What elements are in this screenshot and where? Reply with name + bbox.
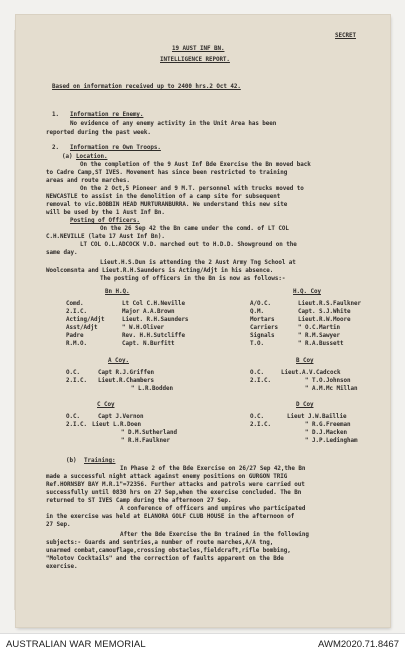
hq-coy-role: Q.M. [250,309,264,315]
location-line: will be used by the 1 Aust Inf Bn. [46,210,165,216]
c-coy-officer: Lieut L.R.Doen [92,422,141,428]
section1-number: 1. [52,112,59,118]
location-heading: Location. [76,154,108,160]
bn-hq-role: Padre [66,333,84,339]
training-line: exercise. [46,564,78,570]
training-line: Ref.HORNSBY BAY M.R.1"=72356. Further attacks and patrols were carried out [46,482,305,488]
d-coy-role: O.C. [250,414,264,420]
hq-coy-role: Mortars [250,317,275,323]
report-title: INTELLIGENCE REPORT. [160,57,230,63]
c-coy-heading: C Coy [97,402,115,408]
bn-hq-officer: " W.H.Oliver [122,325,164,331]
section1-line: No evidence of any enemy activity in the Unit Area has been [70,121,277,127]
subsection-a-label: (a) [62,154,73,160]
location-line: areas and route marches. [46,178,130,184]
training-line: "Molotov Cocktails" and the correction of faults apparent on the Bde [46,556,284,562]
d-coy-officer: " D.J.Macken [305,430,347,436]
hq-coy-officer: " R.M.Sawyer [298,333,340,339]
bn-hq-officer: Rev. H.H.Sutcliffe [122,333,185,339]
c-coy-role: O.C. [66,414,80,420]
hq-coy-role: Carriers [250,325,278,331]
section2-number: 2. [52,145,59,151]
bn-hq-officer: Lieut. R.H.Saunders [122,317,189,323]
a-coy-officer: Capt R.J.Griffen [98,370,154,376]
hq-coy-officer: " O.C.Martin [298,325,340,331]
posting-line: Lieut.H.S.Dun is attending the 2 Aust Army Tng School at [100,260,296,266]
c-coy-officer: " D.M.Sutherland [121,430,177,436]
b-coy-officer: " A.M.Mc Millan [305,386,358,392]
d-coy-role: 2.I.C. [250,422,271,428]
hq-coy-role: Signals [250,333,275,339]
training-heading: Training: [84,458,116,464]
archive-name: AUSTRALIAN WAR MEMORIAL [6,639,146,650]
posting-line: On the 26 Sep 42 the Bn came under the comd. of LT COL [100,226,289,232]
training-line: 27 Sep. [46,522,71,528]
training-line: in the exercise was held at ELANORA GOLF CLUB HOUSE in the afternoon of [46,514,295,520]
training-line: After the Bde Exercise the Bn trained in the following [120,532,309,538]
hq-coy-officer: Capt. S.J.White [298,309,351,315]
training-line: subjects:- Guards and sentries,a number of route marches,A/A tng, [46,540,274,546]
bn-hq-role: R.M.O. [66,341,87,347]
d-coy-officer: Lieut J.W.Baillie [287,414,347,420]
d-coy-officer: " R.G.Freeman [305,422,351,428]
hq-coy-officer: Lieut.R.S.Faulkner [298,301,361,307]
a-coy-role: 2.I.C. [66,378,87,384]
section2-heading: Information re Own Troops. [70,145,161,151]
posting-line: same day. [46,250,78,256]
d-coy-officer: " J.P.Ledingham [305,438,358,444]
bn-hq-role: Acting/Adjt [66,317,105,323]
posting-heading: Posting of Officers. [70,218,140,224]
b-coy-role: O.C. [250,370,264,376]
posting-line: C.H.NEVILLE (late 17 Aust Inf Bn). [46,234,165,240]
bn-hq-role: 2.I.C. [66,309,87,315]
bn-hq-heading: Bn H.Q. [105,289,130,295]
bn-hq-officer: Lt Col C.H.Neville [122,301,185,307]
c-coy-officer: " R.H.Faulkner [121,438,170,444]
a-coy-officer: " L.R.Bodden [131,386,173,392]
posting-line: The posting of officers in the Bn is now as follows:- [100,276,286,282]
archive-footer [0,633,405,654]
section1-heading: Information re Enemy. [70,112,144,118]
hq-coy-officer: Lieut.R.W.Moore [298,317,351,323]
subsection-b-label: (b) [66,458,77,464]
training-line: successfully until 0830 hrs on 27 Sep,when the exercise concluded. The Bn [46,490,302,496]
location-line: On the completion of the 9 Aust Inf Bde Exercise the Bn moved back [80,162,311,168]
hq-coy-role: A/O.C. [250,301,271,307]
location-line: NEWCASTLE to assist in the demolition of a camp site for subsequent [46,194,281,200]
b-coy-officer: Lieut.A.V.Cadcock [281,370,341,376]
d-coy-heading: D Coy [296,402,314,408]
bn-hq-officer: Capt. N.Burfitt [122,341,175,347]
hq-coy-officer: " R.A.Bussett [298,341,344,347]
a-coy-officer: Lieut.R.Chambers [98,378,154,384]
b-coy-officer: " T.O.Johnson [305,378,351,384]
b-coy-heading: B Coy [296,358,314,364]
a-coy-heading: A Coy. [108,358,129,364]
bn-hq-officer: Major A.A.Brown [122,309,175,315]
c-coy-officer: Capt J.Vernon [98,414,144,420]
training-line: returned to ST IVES Camp during the afternoon 27 Sep. [46,498,232,504]
unit-heading: 19 AUST INF BN. [172,46,225,52]
a-coy-role: O.C. [66,370,80,376]
classification-mark: SECRET [335,33,356,39]
posting-line: Woolcomsnta and Lieut.R.H.Saunders is Acting/Adjt in his absence. [46,268,274,274]
training-line: A conference of officers and umpires who participated [120,506,306,512]
hq-coy-role: T.O. [250,341,264,347]
bn-hq-role: Asst/Adjt [66,325,98,331]
location-line: removal to vic.BOBBIN HEAD MURTURANBURRA. We understand this new site [46,202,288,208]
archive-reference: AWM2020.71.8467 [318,639,399,650]
section1-line: reported during the past week. [46,130,151,136]
training-line: unarmed combat,camouflage,crossing obstacles,fieldcraft,rifle bombing, [46,548,291,554]
bn-hq-role: Comd. [66,301,84,307]
location-line: to Cadre Camp,ST IVES. Movement has since been restricted to training [46,170,288,176]
based-on-line: Based on information received up to 2400 hrs.2 Oct 42. [52,84,241,90]
hq-coy-heading: H.Q. Coy [293,289,321,295]
training-line: In Phase 2 of the Bde Exercise on 26/27 Sep 42,the Bn [120,466,306,472]
c-coy-role: 2.I.C. [66,422,87,428]
training-line: made a successful night attack against enemy positions on GURGON TRIG [46,474,288,480]
location-line: On the 2 Oct,5 Pioneer and 9 M.T. personnel with trucks moved to [80,186,304,192]
b-coy-role: 2.I.C. [250,378,271,384]
posting-line: LT COL O.L.ADCOCK V.D. marched out to H.D.D. Showground on the [80,242,297,248]
